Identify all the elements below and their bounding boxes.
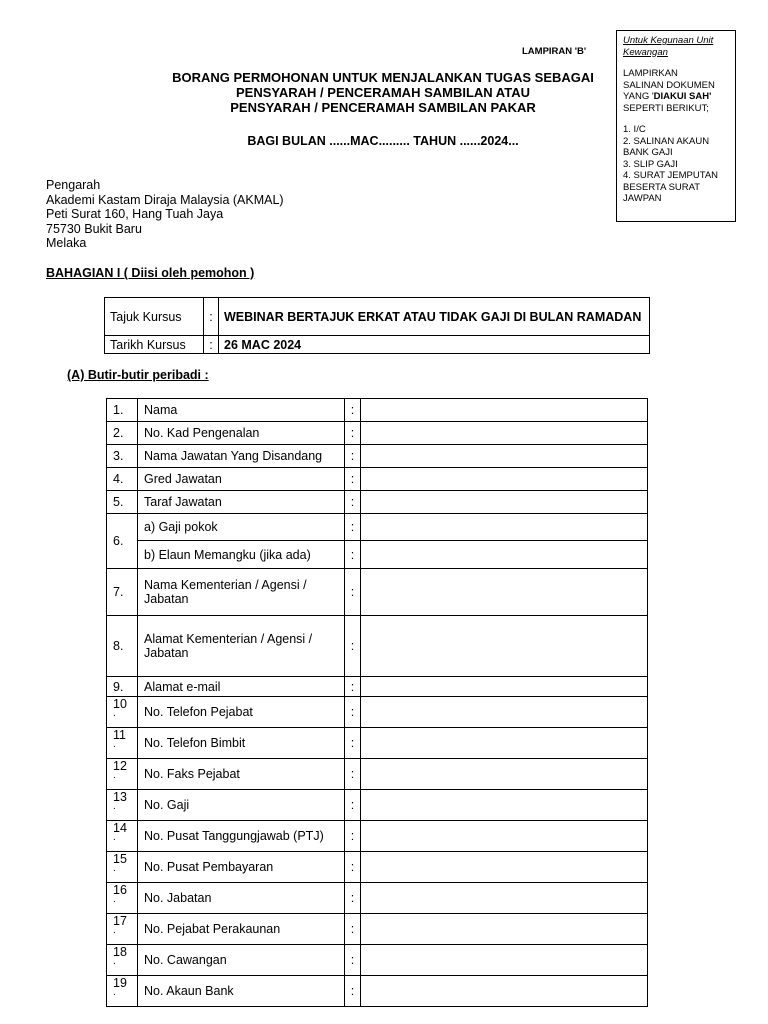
answer-cell[interactable] [361, 976, 648, 1007]
colon: : [345, 569, 361, 616]
month-year-line: BAGI BULAN ......MAC......... TAHUN ......2024... [247, 134, 519, 148]
row-label: No. Pusat Pembayaran [138, 852, 345, 883]
row-label: No. Akaun Bank [138, 976, 345, 1007]
row-number: 2. [107, 422, 138, 445]
table-row [107, 883, 648, 914]
row-label: Nama Kementerian / Agensi / Jabatan [138, 569, 345, 616]
table-row [107, 790, 648, 821]
colon: : [204, 298, 219, 336]
table-row [107, 976, 648, 1007]
table-row [107, 541, 648, 569]
course-label: Tajuk Kursus [105, 298, 204, 336]
row-number: 5. [107, 491, 138, 514]
finance-box-line: LAMPIRKAN [623, 68, 678, 79]
row-number: 9. [107, 677, 138, 697]
colon: : [345, 616, 361, 677]
row-number: 16 . [107, 883, 138, 914]
course-value: 26 MAC 2024 [219, 336, 650, 354]
finance-box-item: 4. SURAT JEMPUTAN [623, 170, 719, 181]
answer-cell[interactable] [361, 541, 648, 569]
row-number: 7. [107, 569, 138, 616]
table-row [107, 468, 648, 491]
colon: : [345, 445, 361, 468]
colon: : [345, 852, 361, 883]
table-row [107, 616, 648, 677]
row-label: Alamat Kementerian / Agensi / Jabatan [138, 616, 345, 677]
row-number: 17 . [107, 914, 138, 945]
row-label: No. Pejabat Perakaunan [138, 914, 345, 945]
course-row [105, 298, 650, 336]
section-heading: BAHAGIAN I ( Diisi oleh pemohon ) [46, 266, 255, 280]
answer-cell[interactable] [361, 945, 648, 976]
row-number: 3. [107, 445, 138, 468]
colon: : [345, 491, 361, 514]
table-row [107, 491, 648, 514]
course-value: WEBINAR BERTAJUK ERKAT ATAU TIDAK GAJI DI BULAN RAMADAN [219, 298, 650, 336]
colon: : [204, 336, 219, 354]
answer-cell[interactable] [361, 514, 648, 541]
finance-box-line: SEPERTI BERIKUT; [623, 102, 709, 114]
row-label: No. Gaji [138, 790, 345, 821]
colon: : [345, 821, 361, 852]
answer-cell[interactable] [361, 697, 648, 728]
finance-unit-box [616, 30, 736, 222]
appendix-label: LAMPIRAN 'B' [522, 46, 587, 57]
personal-details-heading: (A) Butir-butir peribadi : [67, 368, 209, 382]
table-row [107, 728, 648, 759]
row-number: 18 . [107, 945, 138, 976]
finance-box-line: YANG 'DIAKUI SAH' [623, 91, 712, 102]
answer-cell[interactable] [361, 616, 648, 677]
recipient-address: Pengarah Akademi Kastam Diraja Malaysia (AKMAL) Peti Surat 160, Hang Tuah Jaya 75730 Bukit Baru Melaka [46, 178, 284, 250]
row-label: Gred Jawatan [138, 468, 345, 491]
row-number: 4. [107, 468, 138, 491]
answer-cell[interactable] [361, 569, 648, 616]
course-row [105, 336, 650, 354]
table-row [107, 422, 648, 445]
table-row [107, 759, 648, 790]
row-label: Nama [138, 399, 345, 422]
table-row [107, 677, 648, 697]
colon: : [345, 399, 361, 422]
row-label: No. Kad Pengenalan [138, 422, 345, 445]
answer-cell[interactable] [361, 728, 648, 759]
colon: : [345, 728, 361, 759]
colon: : [345, 945, 361, 976]
row-label: No. Faks Pejabat [138, 759, 345, 790]
finance-box-line: SALINAN DOKUMEN [623, 79, 715, 91]
table-row [107, 697, 648, 728]
row-number: 12 . [107, 759, 138, 790]
row-label: No. Telefon Bimbit [138, 728, 345, 759]
row-number: 11 . [107, 728, 138, 759]
row-number: 14 . [107, 821, 138, 852]
table-row [107, 821, 648, 852]
answer-cell[interactable] [361, 914, 648, 945]
answer-cell[interactable] [361, 759, 648, 790]
course-table [104, 297, 650, 354]
row-number: 1. [107, 399, 138, 422]
colon: : [345, 677, 361, 697]
row-label: Alamat e-mail [138, 677, 345, 697]
row-label: Nama Jawatan Yang Disandang [138, 445, 345, 468]
row-label: No. Jabatan [138, 883, 345, 914]
colon: : [345, 422, 361, 445]
colon: : [345, 976, 361, 1007]
finance-box-item: 2. SALINAN AKAUN [623, 135, 710, 147]
row-number: 8. [107, 616, 138, 677]
answer-cell[interactable] [361, 677, 648, 697]
personal-details-table [106, 398, 648, 1007]
answer-cell[interactable] [361, 821, 648, 852]
row-label: No. Cawangan [138, 945, 345, 976]
table-row [107, 852, 648, 883]
row-label: Taraf Jawatan [138, 491, 345, 514]
answer-cell[interactable] [361, 422, 648, 445]
colon: : [345, 514, 361, 541]
answer-cell[interactable] [361, 491, 648, 514]
colon: : [345, 883, 361, 914]
colon: : [345, 468, 361, 491]
row-label: a) Gaji pokok [138, 514, 345, 541]
form-title: BORANG PERMOHONAN UNTUK MENJALANKAN TUGAS SEBAGAI PENSYARAH / PENCERAMAH SAMBILAN ATAU PENSYARAH / PENCERAMAH SAMBILAN PAKAR [172, 70, 594, 115]
row-number: 10 . [107, 697, 138, 728]
row-label: No. Pusat Tanggungjawab (PTJ) [138, 821, 345, 852]
finance-box-item: 1. I/C [623, 124, 646, 135]
colon: : [345, 697, 361, 728]
answer-cell[interactable] [361, 883, 648, 914]
table-row [107, 445, 648, 468]
table-row [107, 514, 648, 541]
colon: : [345, 759, 361, 790]
answer-cell[interactable] [361, 852, 648, 883]
answer-cell[interactable] [361, 445, 648, 468]
finance-box-item: BANK GAJI [623, 147, 673, 158]
row-label: No. Telefon Pejabat [138, 697, 345, 728]
finance-box-item: 3. SLIP GAJI [623, 158, 678, 170]
row-number: 19 . [107, 976, 138, 1007]
colon: : [345, 541, 361, 569]
finance-box-header: Untuk Kegunaan Unit Kewangan [623, 35, 714, 58]
colon: : [345, 914, 361, 945]
finance-box-item: BESERTA SURAT [623, 181, 701, 193]
colon: : [345, 790, 361, 821]
finance-box-item: JAWPAN [623, 193, 662, 204]
course-label: Tarikh Kursus [105, 336, 204, 354]
row-label: b) Elaun Memangku (jika ada) [138, 541, 345, 569]
row-number: 15 . [107, 852, 138, 883]
table-row [107, 945, 648, 976]
answer-cell[interactable] [361, 468, 648, 491]
row-number: 13 . [107, 790, 138, 821]
table-row [107, 569, 648, 616]
row-number: 6. [107, 514, 138, 569]
answer-cell[interactable] [361, 790, 648, 821]
table-row [107, 399, 648, 422]
table-row [107, 914, 648, 945]
answer-cell[interactable] [361, 399, 648, 422]
